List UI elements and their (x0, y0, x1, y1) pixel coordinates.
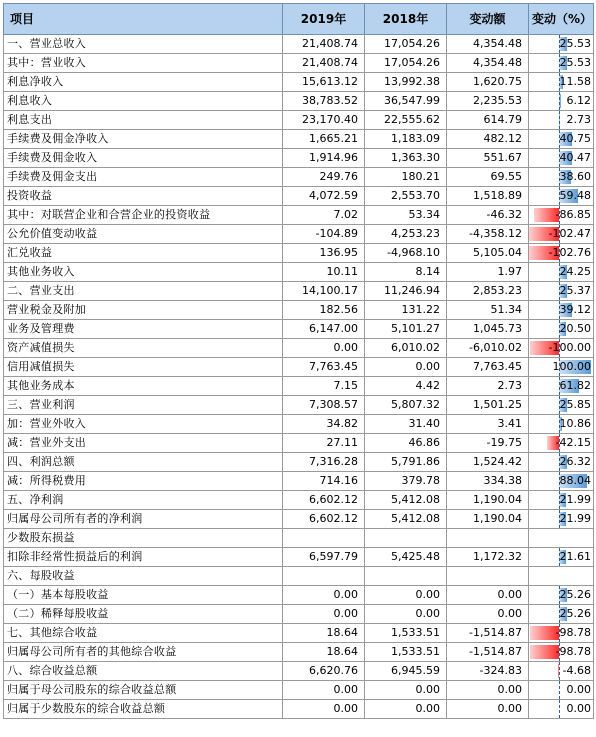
row-change-pct-cell (529, 643, 594, 662)
row-item-label: 减：营业外支出 (4, 434, 283, 453)
row-change-pct: 25.53 (559, 56, 591, 69)
databar-axis (559, 662, 560, 680)
row-value-2018: 5,807.32 (365, 396, 447, 415)
row-value-2018: 5,791.86 (365, 453, 447, 472)
row-value-2018: 5,412.08 (365, 510, 447, 529)
row-change-pct-cell (529, 92, 594, 111)
row-change-amount: 1,190.04 (447, 491, 529, 510)
row-change-amount: 2,853.23 (447, 282, 529, 301)
row-value-2018: 11,246.94 (365, 282, 447, 301)
row-change-pct: 25.26 (559, 607, 591, 620)
row-change-pct: -102.47 (548, 227, 591, 240)
row-change-pct: -100.00 (548, 341, 591, 354)
row-value-2018: 8.14 (365, 263, 447, 282)
row-change-pct: 0.00 (566, 702, 591, 715)
row-change-pct: 88.04 (559, 474, 591, 487)
row-value-2018: 1,533.51 (365, 624, 447, 643)
row-value-2019: 34.82 (283, 415, 365, 434)
row-change-pct-cell (529, 681, 594, 700)
table-row (4, 643, 594, 662)
row-value-2019: 18.64 (283, 643, 365, 662)
row-change-pct-cell (529, 282, 594, 301)
row-value-2018: 53.34 (365, 206, 447, 225)
row-item-label: 其中：对联营企业和合营企业的投资收益 (4, 206, 283, 225)
row-change-pct: 20.50 (559, 322, 591, 335)
row-change-pct: 21.99 (559, 512, 591, 525)
table-row (4, 662, 594, 681)
row-change-pct-cell (529, 662, 594, 681)
row-change-amount: 1,501.25 (447, 396, 529, 415)
row-change-amount: -324.83 (447, 662, 529, 681)
row-value-2019: 6,602.12 (283, 491, 365, 510)
row-change-pct: 25.85 (559, 398, 591, 411)
table-row (4, 681, 594, 700)
table-row (4, 54, 594, 73)
row-change-pct-cell (529, 301, 594, 320)
row-value-2018 (365, 567, 447, 586)
table-row (4, 586, 594, 605)
row-change-amount: 1,172.32 (447, 548, 529, 567)
row-change-pct: 6.12 (566, 94, 591, 107)
row-item-label: 归属于少数股东的综合收益总额 (4, 700, 283, 719)
row-item-label: 加：营业外收入 (4, 415, 283, 434)
row-change-pct: 61.82 (559, 379, 591, 392)
row-change-pct: 2.73 (566, 113, 591, 126)
row-change-amount: -1,514.87 (447, 624, 529, 643)
row-value-2019: 0.00 (283, 700, 365, 719)
row-change-pct-cell (529, 624, 594, 643)
row-change-pct: 21.99 (559, 493, 591, 506)
row-value-2018: 180.21 (365, 168, 447, 187)
row-item-label: 业务及管理费 (4, 320, 283, 339)
row-item-label: 归属于母公司股东的综合收益总额 (4, 681, 283, 700)
row-value-2018: 379.78 (365, 472, 447, 491)
databar-axis (559, 700, 560, 718)
row-change-pct: -86.85 (555, 208, 591, 221)
row-change-amount: 0.00 (447, 586, 529, 605)
row-item-label: 汇兑收益 (4, 244, 283, 263)
row-value-2018: 31.40 (365, 415, 447, 434)
row-change-pct: 59.48 (559, 189, 591, 202)
table-row (4, 605, 594, 624)
row-change-pct: 24.25 (559, 265, 591, 278)
row-value-2018: 6,010.02 (365, 339, 447, 358)
row-change-pct: 25.53 (559, 37, 591, 50)
row-item-label: 投资收益 (4, 187, 283, 206)
row-change-pct: 25.37 (559, 284, 591, 297)
row-value-2019: 182.56 (283, 301, 365, 320)
table-row (4, 700, 594, 719)
row-change-pct-cell (529, 567, 594, 586)
row-value-2019: 18.64 (283, 624, 365, 643)
row-change-amount: 1,524.42 (447, 453, 529, 472)
row-change-pct-cell (529, 168, 594, 187)
row-change-pct: 0.00 (566, 683, 591, 696)
databar-axis (559, 681, 560, 699)
income-statement-table (3, 3, 594, 719)
header-2019: 2019年 (283, 4, 365, 35)
row-change-amount: 2.73 (447, 377, 529, 396)
row-value-2018: 17,054.26 (365, 54, 447, 73)
row-item-label: 利息支出 (4, 111, 283, 130)
row-value-2019: 21,408.74 (283, 54, 365, 73)
row-item-label: 资产减值损失 (4, 339, 283, 358)
databar-axis (559, 111, 560, 129)
row-change-pct: -4.68 (562, 664, 591, 677)
table-row (4, 35, 594, 54)
table-row (4, 358, 594, 377)
table-row (4, 244, 594, 263)
row-item-label: 利息净收入 (4, 73, 283, 92)
row-value-2019: 38,783.52 (283, 92, 365, 111)
table-row (4, 320, 594, 339)
row-change-amount: 0.00 (447, 681, 529, 700)
row-change-pct-cell (529, 358, 594, 377)
row-value-2019: 21,408.74 (283, 35, 365, 54)
header-change: 变动额 (447, 4, 529, 35)
row-change-pct-cell (529, 415, 594, 434)
row-value-2018: 6,945.59 (365, 662, 447, 681)
row-change-amount: 2,235.53 (447, 92, 529, 111)
row-item-label: 一、营业总收入 (4, 35, 283, 54)
row-change-pct-cell (529, 130, 594, 149)
row-change-amount: 1,620.75 (447, 73, 529, 92)
row-item-label: 其中：营业收入 (4, 54, 283, 73)
row-value-2019: 4,072.59 (283, 187, 365, 206)
row-item-label: 扣除非经常性损益后的利润 (4, 548, 283, 567)
table-row (4, 510, 594, 529)
databar-axis (559, 92, 560, 110)
row-change-pct-cell (529, 225, 594, 244)
row-change-amount: 3.41 (447, 415, 529, 434)
row-item-label: 公允价值变动收益 (4, 225, 283, 244)
header-row (4, 4, 594, 35)
row-change-pct-cell (529, 605, 594, 624)
row-value-2018: 22,555.62 (365, 111, 447, 130)
table-row (4, 453, 594, 472)
row-value-2018 (365, 529, 447, 548)
row-value-2018: 4.42 (365, 377, 447, 396)
row-change-amount: 4,354.48 (447, 35, 529, 54)
row-value-2019 (283, 529, 365, 548)
row-value-2018: 2,553.70 (365, 187, 447, 206)
row-change-pct-cell (529, 548, 594, 567)
row-change-pct-cell (529, 472, 594, 491)
table-row (4, 529, 594, 548)
row-value-2019: 0.00 (283, 339, 365, 358)
row-change-amount: 7,763.45 (447, 358, 529, 377)
row-change-amount: -6,010.02 (447, 339, 529, 358)
table-body (4, 35, 594, 719)
table-row (4, 149, 594, 168)
header-2018: 2018年 (365, 4, 447, 35)
row-change-pct-cell (529, 453, 594, 472)
row-change-pct-cell (529, 187, 594, 206)
row-change-pct: -98.78 (555, 626, 591, 639)
row-item-label: 手续费及佣金收入 (4, 149, 283, 168)
table-row (4, 339, 594, 358)
table-row (4, 168, 594, 187)
row-change-amount: 69.55 (447, 168, 529, 187)
row-change-amount: -1,514.87 (447, 643, 529, 662)
row-change-pct: -98.78 (555, 645, 591, 658)
row-value-2018: 0.00 (365, 700, 447, 719)
row-change-amount: 1,045.73 (447, 320, 529, 339)
row-value-2018: 17,054.26 (365, 35, 447, 54)
row-change-pct: 10.86 (559, 417, 591, 430)
table-row (4, 263, 594, 282)
row-value-2019: 7,763.45 (283, 358, 365, 377)
table-row (4, 206, 594, 225)
row-item-label: 其他业务收入 (4, 263, 283, 282)
header-item: 项目 (4, 4, 283, 35)
row-change-pct: 25.26 (559, 588, 591, 601)
table-row (4, 187, 594, 206)
row-item-label: （一）基本每股收益 (4, 586, 283, 605)
row-item-label: 六、每股收益 (4, 567, 283, 586)
row-item-label: 归属母公司所有者的其他综合收益 (4, 643, 283, 662)
row-change-pct-cell (529, 339, 594, 358)
row-value-2018: 36,547.99 (365, 92, 447, 111)
row-change-pct-cell (529, 700, 594, 719)
header-change-pct: 变动（%） (529, 4, 594, 35)
table-row (4, 301, 594, 320)
row-item-label: 信用减值损失 (4, 358, 283, 377)
row-value-2019: 7.02 (283, 206, 365, 225)
table-row (4, 282, 594, 301)
row-item-label: 营业税金及附加 (4, 301, 283, 320)
row-item-label: 手续费及佣金净收入 (4, 130, 283, 149)
row-value-2018: 1,183.09 (365, 130, 447, 149)
row-value-2019: 6,597.79 (283, 548, 365, 567)
row-change-pct-cell (529, 73, 594, 92)
row-value-2018: 4,253.23 (365, 225, 447, 244)
row-change-pct-cell (529, 434, 594, 453)
row-change-pct-cell (529, 149, 594, 168)
row-change-pct: -102.76 (548, 246, 591, 259)
row-value-2018: 13,992.38 (365, 73, 447, 92)
row-value-2019: 7.15 (283, 377, 365, 396)
row-change-pct: -42.15 (555, 436, 591, 449)
row-item-label: 三、营业利润 (4, 396, 283, 415)
row-item-label: 少数股东损益 (4, 529, 283, 548)
row-change-pct-cell (529, 529, 594, 548)
row-value-2018: 5,412.08 (365, 491, 447, 510)
row-change-pct-cell (529, 206, 594, 225)
row-value-2019: 0.00 (283, 681, 365, 700)
row-value-2018: 1,363.30 (365, 149, 447, 168)
row-item-label: 八、综合收益总额 (4, 662, 283, 681)
row-change-amount: 1,518.89 (447, 187, 529, 206)
row-change-amount: 4,354.48 (447, 54, 529, 73)
row-change-pct-cell (529, 54, 594, 73)
row-change-amount: 51.34 (447, 301, 529, 320)
table-row (4, 472, 594, 491)
table-row (4, 491, 594, 510)
row-value-2019: 0.00 (283, 586, 365, 605)
row-value-2019: 10.11 (283, 263, 365, 282)
table-row (4, 130, 594, 149)
row-change-amount (447, 529, 529, 548)
table-row (4, 377, 594, 396)
row-change-amount: -19.75 (447, 434, 529, 453)
row-change-pct: 39.12 (559, 303, 591, 316)
row-change-amount: 1,190.04 (447, 510, 529, 529)
row-value-2019: 136.95 (283, 244, 365, 263)
row-change-pct-cell (529, 263, 594, 282)
row-change-pct-cell (529, 35, 594, 54)
row-change-amount: -46.32 (447, 206, 529, 225)
row-value-2019: 249.76 (283, 168, 365, 187)
negative-data-bar (530, 626, 559, 640)
row-item-label: （二）稀释每股收益 (4, 605, 283, 624)
row-value-2018: 0.00 (365, 358, 447, 377)
row-change-pct-cell (529, 244, 594, 263)
row-change-amount: 0.00 (447, 605, 529, 624)
row-value-2019: -104.89 (283, 225, 365, 244)
row-change-amount: -4,358.12 (447, 225, 529, 244)
row-change-amount: 482.12 (447, 130, 529, 149)
table-row (4, 225, 594, 244)
table-row (4, 396, 594, 415)
table-row (4, 434, 594, 453)
row-value-2018: 0.00 (365, 586, 447, 605)
row-item-label: 减：所得税费用 (4, 472, 283, 491)
row-value-2019: 23,170.40 (283, 111, 365, 130)
row-value-2019 (283, 567, 365, 586)
row-value-2019: 6,602.12 (283, 510, 365, 529)
row-item-label: 归属母公司所有者的净利润 (4, 510, 283, 529)
row-item-label: 四、利润总额 (4, 453, 283, 472)
row-item-label: 五、净利润 (4, 491, 283, 510)
row-item-label: 七、其他综合收益 (4, 624, 283, 643)
table-row (4, 624, 594, 643)
row-change-amount: 0.00 (447, 700, 529, 719)
negative-data-bar (530, 645, 559, 659)
row-item-label: 手续费及佣金支出 (4, 168, 283, 187)
row-change-pct: 21.61 (559, 550, 591, 563)
row-change-pct-cell (529, 320, 594, 339)
row-change-pct-cell (529, 586, 594, 605)
row-change-amount: 614.79 (447, 111, 529, 130)
table-row (4, 415, 594, 434)
table-row (4, 548, 594, 567)
row-value-2019: 1,914.96 (283, 149, 365, 168)
row-value-2018: 131.22 (365, 301, 447, 320)
row-change-amount: 1.97 (447, 263, 529, 282)
row-change-pct: 100.00 (552, 360, 591, 373)
row-change-amount: 5,105.04 (447, 244, 529, 263)
row-value-2019: 714.16 (283, 472, 365, 491)
row-change-pct: 38.60 (559, 170, 591, 183)
row-change-amount: 334.38 (447, 472, 529, 491)
row-value-2018: 5,425.48 (365, 548, 447, 567)
row-change-amount (447, 567, 529, 586)
row-change-amount: 551.67 (447, 149, 529, 168)
row-value-2019: 6,620.76 (283, 662, 365, 681)
row-value-2019: 14,100.17 (283, 282, 365, 301)
row-value-2018: 5,101.27 (365, 320, 447, 339)
row-change-pct-cell (529, 491, 594, 510)
row-value-2018: 0.00 (365, 605, 447, 624)
row-change-pct: 11.58 (559, 75, 591, 88)
table-header (4, 4, 594, 35)
row-item-label: 利息收入 (4, 92, 283, 111)
row-change-pct-cell (529, 396, 594, 415)
table-row (4, 73, 594, 92)
table-row (4, 567, 594, 586)
row-value-2019: 15,613.12 (283, 73, 365, 92)
row-value-2018: -4,968.10 (365, 244, 447, 263)
row-value-2018: 0.00 (365, 681, 447, 700)
row-value-2018: 46.86 (365, 434, 447, 453)
row-value-2019: 1,665.21 (283, 130, 365, 149)
row-value-2019: 7,316.28 (283, 453, 365, 472)
table-row (4, 92, 594, 111)
row-item-label: 其他业务成本 (4, 377, 283, 396)
row-change-pct: 40.47 (559, 151, 591, 164)
row-change-pct-cell (529, 510, 594, 529)
row-value-2019: 7,308.57 (283, 396, 365, 415)
row-item-label: 二、营业支出 (4, 282, 283, 301)
row-change-pct-cell (529, 377, 594, 396)
row-change-pct: 26.32 (559, 455, 591, 468)
row-value-2019: 0.00 (283, 605, 365, 624)
row-value-2018: 1,533.51 (365, 643, 447, 662)
row-value-2019: 27.11 (283, 434, 365, 453)
table-row (4, 111, 594, 130)
row-change-pct-cell (529, 111, 594, 130)
row-value-2019: 6,147.00 (283, 320, 365, 339)
row-change-pct: 40.75 (559, 132, 591, 145)
